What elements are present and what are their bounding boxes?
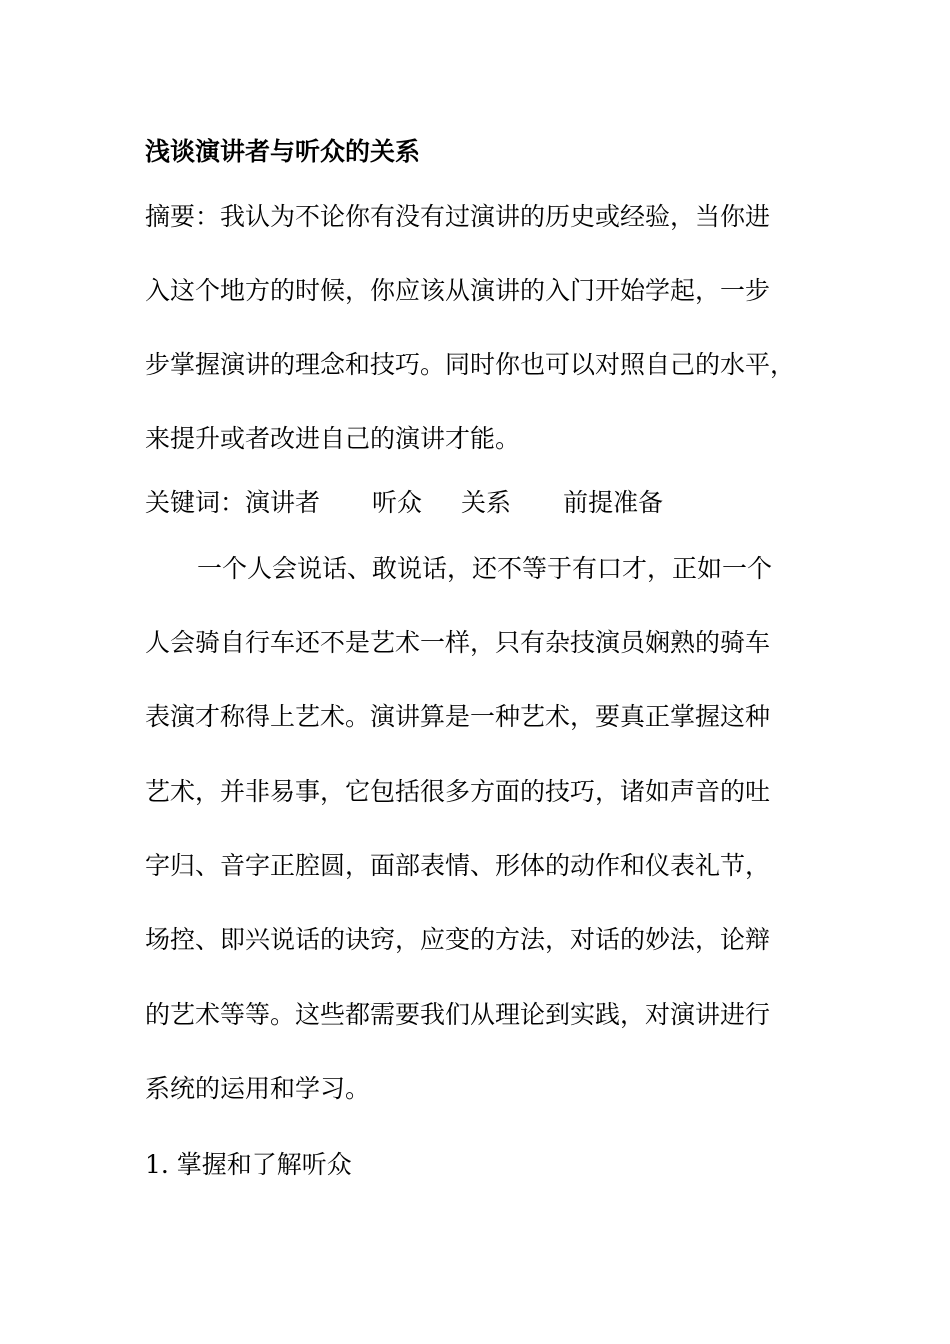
- keyword-item: 演讲者: [245, 488, 321, 517]
- abstract-line: 入这个地方的时候，你应该从演讲的入门开始学起，一步: [145, 276, 771, 305]
- body-paragraph-line: 表演才称得上艺术。演讲算是一种艺术，要真正掌握这种: [145, 702, 771, 731]
- keyword-item: 前提准备: [563, 488, 664, 517]
- keywords-line: [145, 486, 663, 520]
- abstract-line: 摘要：我认为不论你有没有过演讲的历史或经验，当你进: [145, 202, 771, 231]
- keywords-label: 关键词：: [145, 488, 246, 517]
- body-paragraph-line: 系统的运用和学习。: [145, 1074, 371, 1103]
- keyword-item: 听众: [372, 488, 423, 517]
- keyword-item: 关系: [461, 488, 512, 517]
- section-heading: 1. 掌握和了解听众: [145, 1150, 352, 1179]
- abstract-line: 步掌握演讲的理念和技巧。同时你也可以对照自己的水平，: [145, 350, 796, 379]
- body-paragraph-line: 字归、音字正腔圆，面部表情、形体的动作和仪表礼节，: [145, 851, 771, 880]
- document-title: 浅谈演讲者与听众的关系: [145, 137, 421, 166]
- body-paragraph-line: 的艺术等等。这些都需要我们从理论到实践，对演讲进行: [145, 1000, 771, 1029]
- abstract-line: 来提升或者改进自己的演讲才能。: [145, 424, 521, 453]
- body-paragraph-line: 人会骑自行车还不是艺术一样，只有杂技演员娴熟的骑车: [145, 628, 771, 657]
- body-paragraph-line: 场控、即兴说话的诀窍，应变的方法，对话的妙法，论辩: [145, 925, 771, 954]
- body-paragraph-line: 一个人会说话、敢说话，还不等于有口才，正如一个: [197, 554, 773, 583]
- body-paragraph-line: 艺术，并非易事，它包括很多方面的技巧，诸如声音的吐: [145, 777, 771, 806]
